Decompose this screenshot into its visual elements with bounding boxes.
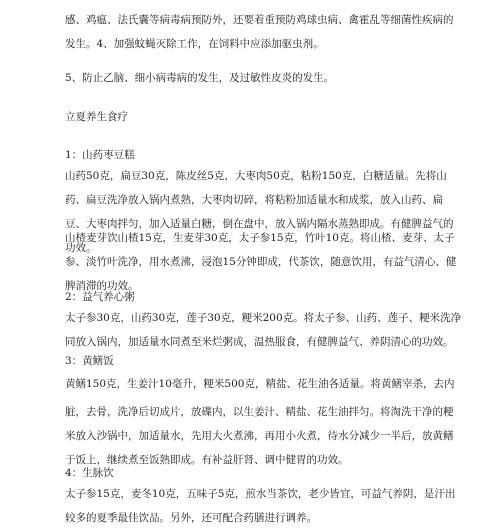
recipe-2-body: 太子参30克，山药30克，莲子30克，粳米200克。将太子参、山药、莲子、粳米洗净同放入锅内，加适量水同煮至米烂粥成，温热服食，有健脾益气、养阴清心的功效。 [65,312,462,348]
recipe-3-body-line1: 黄鳝150克，生姜汁10毫升，粳米500克，精盐、花生油各适量。将黄鳝宰杀，去内 [65,378,455,390]
recipe-4-title: 4：生脉饮 [65,467,114,479]
recipe-1-body: 山药50克，扁豆30克，陈皮丝5克，大枣肉50克，粘粉150克，白糖适量。先将山药、扁豆洗净放入锅内煮熟，大枣肉切碎，将粘粉加适量水和成浆，放入山药、扁豆、大枣肉拌匀，加入适量白糖，倒在盘中，放入锅内隔水蒸熟即成。有健脾益气的功效。 [65,170,454,254]
recipe-3-body: 脏，去骨，洗净后切成片，放碟内，以生姜汁、精盐、花生油拌匀。将淘洗干净的粳米放入沙锅中，加适量水，先用大火煮沸，再用小火煮，待水分减少一半后，放黄鳝于饭上，继续煮至饭熟即成。有补益肝肾、调中健胃的功效。 [65,406,454,466]
recipe-3-title: 3：黄鳝饭 [65,355,114,367]
paragraph-item-5: 5、防止乙脑、细小病毒病的发生，及过敏性皮炎的发生。 [65,72,335,84]
paragraph-disease-prevention: 感、鸡瘟、法氏囊等病毒病预防外，还要着重预防鸡球虫病、禽霍乱等细菌性疾病的发生。4、加强蚊蝇灭除工作，在饲料中应添加驱虫剂。 [65,14,454,50]
recipe-1-title: 1：山药枣豆糕 [65,149,135,161]
section-heading: 立夏养生食疗 [65,111,128,123]
recipe-hawthorn-drink: 山楂麦芽饮山楂15克，生麦芽30克，太子参15克，竹叶10克。将山楂、麦芽、太子参、淡竹叶洗净，用水煮沸，浸泡15分钟即成，代茶饮，随意饮用，有益气清心、健脾消滞的功效。 [65,232,457,292]
recipe-4-body: 太子参15克，麦冬10克，五味子5克，煎水当茶饮，老少皆宜，可益气养阴，是汗出较多的夏季最佳饮品。另外，还可配合药膳进行调养。 [65,488,456,524]
recipe-2-title: 2：益气养心粥 [65,291,135,303]
